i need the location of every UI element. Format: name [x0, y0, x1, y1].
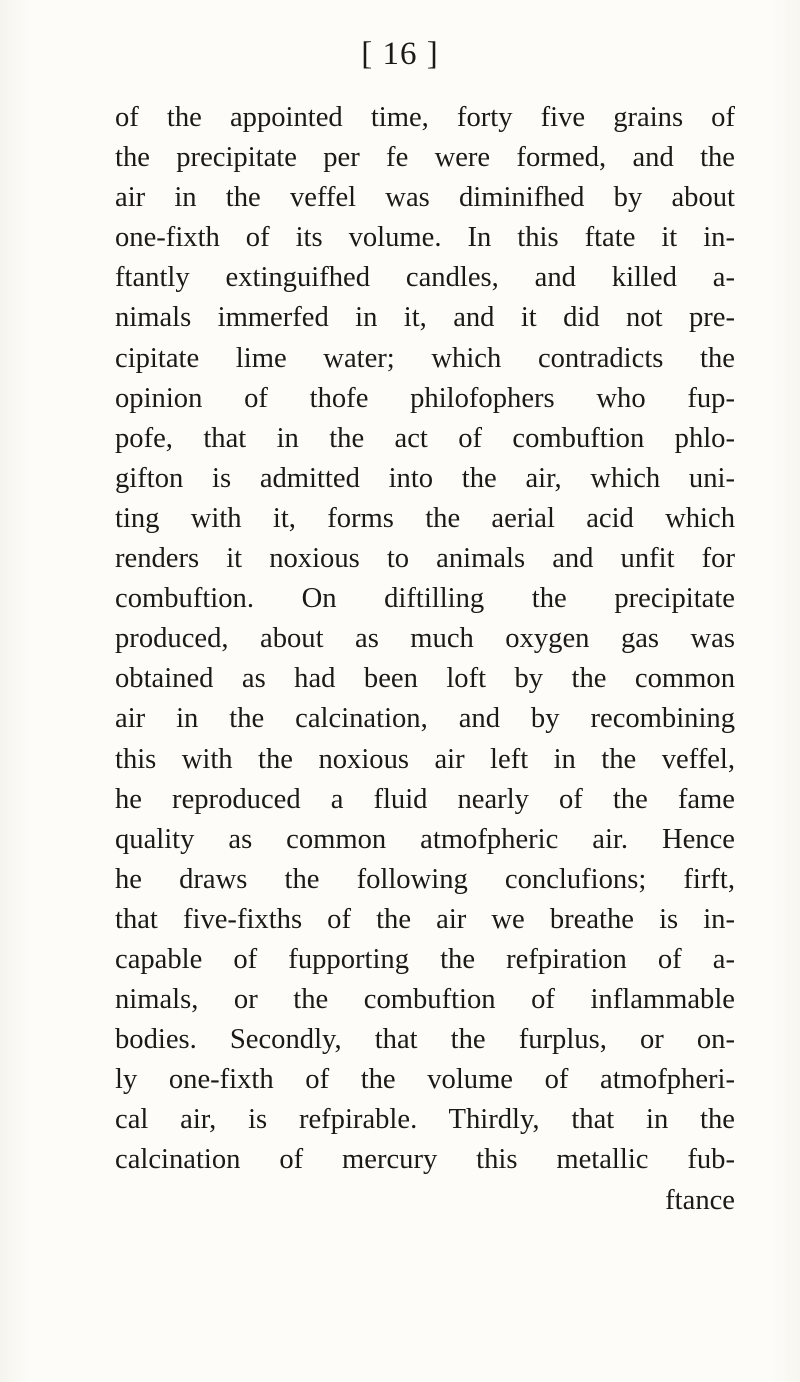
- text-line: renders it noxious to animals and unfit for: [115, 543, 735, 575]
- text-line: nimals, or the combuftion of inflammable: [115, 984, 735, 1016]
- text-line: ting with it, forms the aerial acid which: [115, 502, 735, 534]
- text-line: cipitate lime water; which contradicts the: [115, 342, 735, 374]
- text-line: produced, about as much oxygen gas was: [115, 623, 735, 655]
- text-line: of the appointed time, forty five grains of: [115, 102, 735, 133]
- text-line: calcination of mercury this metallic fub-: [115, 1144, 735, 1176]
- text-line: one-fixth of its volume. In this ftate it in-: [115, 222, 735, 254]
- text-line: ftantly extinguifhed candles, and killed a-: [115, 262, 735, 294]
- text-line: bodies. Secondly, that the furplus, or on-: [115, 1024, 735, 1056]
- text-line: cal air, is refpirable. Thirdly, that in the: [115, 1104, 735, 1136]
- text-line: nimals immerfed in it, and it did not pre-: [115, 302, 735, 334]
- text-line: gifton is admitted into the air, which uni-: [115, 462, 735, 494]
- text-line: opinion of thofe philofophers who fup-: [115, 382, 735, 414]
- text-line: quality as common atmofpheric air. Hence: [115, 823, 735, 855]
- page-number: [ 16 ]: [361, 36, 439, 72]
- catchword: ftance: [665, 1184, 735, 1216]
- text-line: obtained as had been loft by the common: [115, 663, 735, 695]
- text-line: combuftion. On diftilling the precipitate: [115, 583, 735, 615]
- text-line: pofe, that in the act of combuftion phlo-: [115, 422, 735, 454]
- text-line: this with the noxious air left in the veffel,: [115, 743, 735, 775]
- text-line: air in the veffel was diminifhed by about: [115, 182, 735, 214]
- text-line: that five-fixths of the air we breathe is in-: [115, 903, 735, 935]
- text-line: capable of fupporting the refpiration of a-: [115, 943, 735, 975]
- text-line: ly one-fixth of the volume of atmofpheri-: [115, 1064, 735, 1096]
- text-line: air in the calcination, and by recombining: [115, 703, 735, 735]
- text-line: the precipitate per fe were formed, and the: [115, 142, 735, 174]
- text-line: he reproduced a fluid nearly of the fame: [115, 783, 735, 815]
- text-line: he draws the following conclufions; firft,: [115, 863, 735, 895]
- body-text: [115, 98, 735, 1221]
